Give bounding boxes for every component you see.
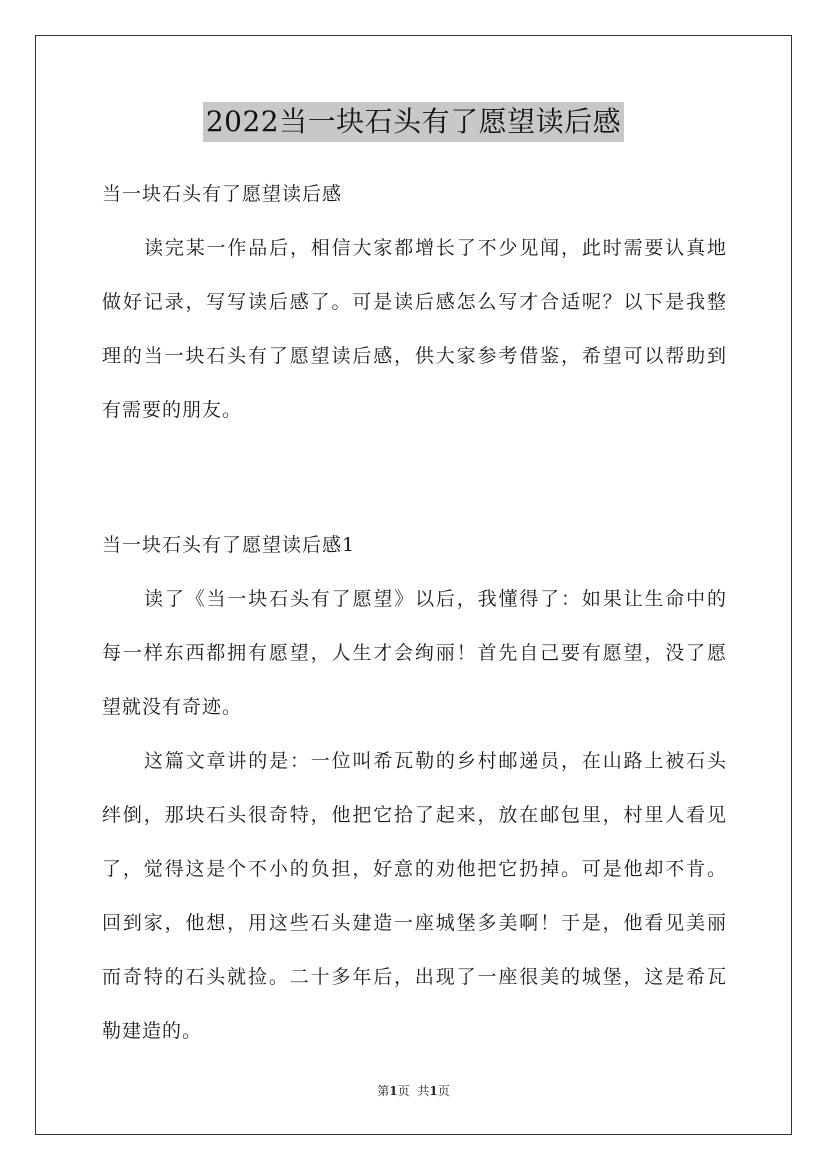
footer-total-prefix: 共 <box>417 1084 430 1098</box>
document-title: 2022当一块石头有了愿望读后感 <box>203 102 624 142</box>
footer-page-prefix: 第 <box>377 1084 390 1098</box>
intro-paragraph <box>102 228 726 430</box>
footer-total-suffix: 页 <box>437 1084 450 1098</box>
document-body <box>102 174 726 1051</box>
paragraph-line: 绊倒，那块石头很奇特，他把它拾了起来，放在邮包里，村里人看见 <box>102 804 726 826</box>
paragraph-line: 勒建造的。 <box>102 1020 203 1042</box>
paragraph-line: 而奇特的石头就捡。二十多年后，出现了一座很美的城堡，这是希瓦 <box>102 966 726 988</box>
title-container <box>0 102 827 142</box>
paragraph-line: 做好记录，写写读后感了。可是读后感怎么写才合适呢？以下是我整 <box>102 291 726 313</box>
page-footer <box>0 1083 827 1099</box>
footer-page-suffix: 页 <box>397 1084 410 1098</box>
section1-heading: 当一块石头有了愿望读后感1 <box>102 534 356 556</box>
section1-paragraph-1 <box>102 579 726 727</box>
paragraph-line: 理的当一块石头有了愿望读后感，供大家参考借鉴，希望可以帮助到 <box>102 345 726 367</box>
section1-paragraph-2 <box>102 741 726 1051</box>
paragraph-line: 这篇文章讲的是：一位叫希瓦勒的乡村邮递员，在山路上被石头 <box>144 750 726 772</box>
footer-total-number: 1 <box>429 1084 438 1098</box>
paragraph-line: 有需要的朋友。 <box>102 399 243 421</box>
paragraph-line: 回到家，他想，用这些石头建造一座城堡多美啊！于是，他看见美丽 <box>102 912 726 934</box>
footer-page-number: 1 <box>389 1084 398 1098</box>
paragraph-line: 读完某一作品后，相信大家都增长了不少见闻，此时需要认真地 <box>144 237 726 259</box>
paragraph-line: 读了《当一块石头有了愿望》以后，我懂得了：如果让生命中的 <box>144 588 726 610</box>
paragraph-line: 了，觉得这是个不小的负担，好意的劝他把它扔掉。可是他却不肯。 <box>102 858 726 880</box>
paragraph-line: 每一样东西都拥有愿望，人生才会绚丽！首先自己要有愿望，没了愿 <box>102 642 726 664</box>
paragraph-line: 望就没有奇迹。 <box>102 696 243 718</box>
intro-heading: 当一块石头有了愿望读后感 <box>102 183 343 205</box>
